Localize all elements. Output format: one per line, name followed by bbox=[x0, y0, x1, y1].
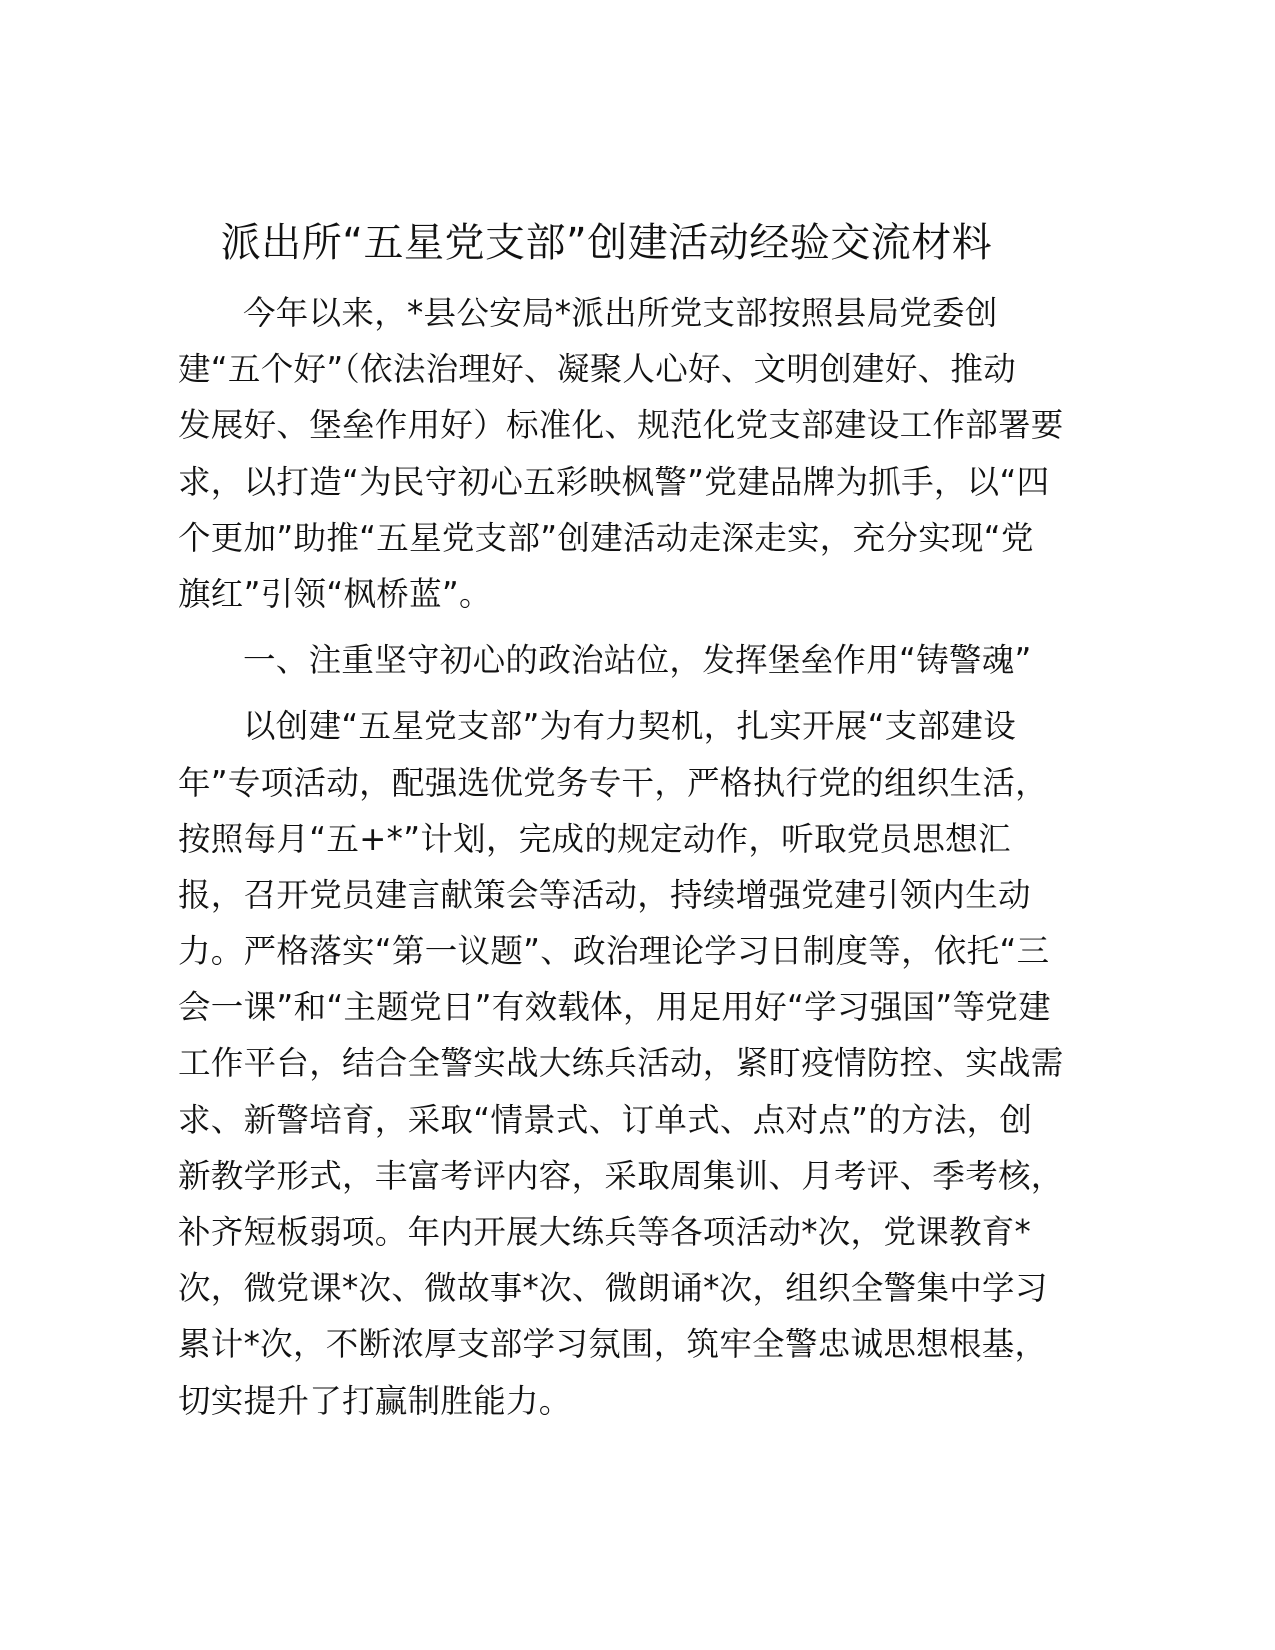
paragraph-line: 建“五个好”（依法治理好、凝聚人心好、文明创建好、推动 bbox=[178, 350, 1017, 389]
paragraph-line: 今年以来，*县公安局*派出所党支部按照县局党委创 bbox=[243, 294, 998, 332]
intro-paragraph bbox=[178, 285, 1064, 622]
paragraph-line: 力。严格落实“第一议题”、政治理论学习日制度等，依托“三 bbox=[178, 932, 1050, 971]
paragraph-line: 累计*次，不断浓厚支部学习氛围，筑牢全警忠诚思想根基， bbox=[178, 1325, 1048, 1364]
paragraph-line: 旗红”引领“枫桥蓝”。 bbox=[178, 574, 492, 613]
paragraph-line: 年”专项活动，配强选优党务专干，严格执行党的组织生活， bbox=[178, 763, 1048, 802]
paragraph-line: 会一课”和“主题党日”有效载体，用足用好“学习强国”等党建 bbox=[178, 988, 1051, 1027]
paragraph-line: 工作平台，结合全警实战大练兵活动，紧盯疫情防控、实战需 bbox=[178, 1044, 1064, 1083]
paragraph-line: 个更加”助推“五星党支部”创建活动走深走实，充分实现“党 bbox=[178, 518, 1034, 557]
paragraph-line: 切实提升了打赢制胜能力。 bbox=[178, 1381, 572, 1420]
section-heading-text: 一、注重坚守初心的政治站位，发挥堡垒作用“铸警魂” bbox=[243, 641, 1032, 680]
document-body bbox=[178, 285, 1064, 1429]
document-title: 派出所“五星党支部”创建活动经验交流材料 bbox=[220, 220, 993, 266]
paragraph-line: 求，以打造“为民守初心五彩映枫警”党建品牌为抓手，以“四 bbox=[178, 462, 1050, 501]
paragraph-line: 补齐短板弱项。年内开展大练兵等各项活动*次，党课教育* bbox=[178, 1213, 1032, 1251]
paragraph-line: 新教学形式，丰富考评内容，采取周集训、月考评、季考核， bbox=[178, 1156, 1064, 1195]
paragraph-line: 以创建“五星党支部”为有力契机，扎实开展“支部建设 bbox=[243, 707, 1017, 746]
paragraph-line: 发展好、堡垒作用好）标准化、规范化党支部建设工作部署要 bbox=[178, 406, 1064, 445]
paragraph-line: 按照每月“五+*”计划，完成的规定动作，听取党员思想汇 bbox=[178, 819, 1011, 858]
paragraph-line: 次，微党课*次、微故事*次、微朗诵*次，组织全警集中学习 bbox=[178, 1269, 1048, 1308]
section-1-paragraph bbox=[178, 698, 1064, 1428]
paragraph-line: 报，召开党员建言献策会等活动，持续增强党建引领内生动 bbox=[178, 875, 1031, 914]
paragraph-line: 求、新警培育，采取“情景式、订单式、点对点”的方法，创 bbox=[178, 1100, 1033, 1139]
section-heading-1 bbox=[178, 632, 1048, 688]
